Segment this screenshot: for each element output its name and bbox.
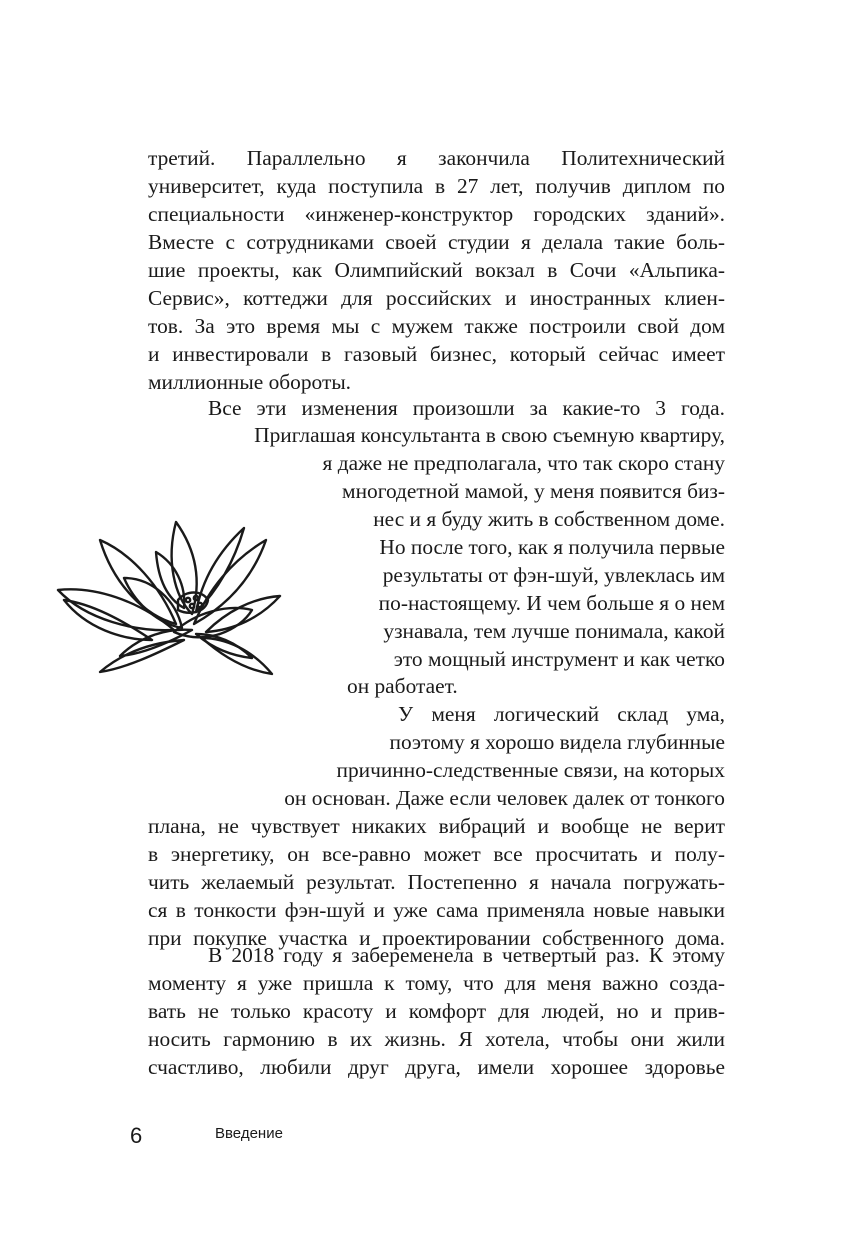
text-line: У меня логический склад ума, (398, 702, 725, 726)
lotus-petal (100, 640, 184, 672)
text-line: Но после того, как я получила первые (379, 535, 725, 559)
text-line: нес и я буду жить в собственном доме. (373, 507, 725, 531)
lotus-seed (198, 603, 202, 607)
page-number: 6 (130, 1123, 143, 1148)
lotus-petal (58, 589, 174, 630)
text-line: я даже не предполагала, что так скоро стану (322, 451, 725, 475)
text-line: университет, куда поступила в 27 лет, получив диплом по (148, 174, 725, 198)
text-line: в энергетику, он все-равно может все просчитать и полу- (148, 842, 725, 866)
text-line: Все эти изменения произошли за какие-то 3 года. (208, 396, 725, 420)
text-line: Приглашая консультанта в свою съемную квартиру, (254, 423, 725, 447)
text-line: по-настоящему. И чем больше я о нем (378, 591, 725, 615)
text-line: вать не только красоту и комфорт для людей, но и прив- (148, 999, 725, 1023)
lotus-petal (100, 540, 176, 624)
text-line: тов. За это время мы с мужем также построили свой дом (148, 314, 725, 338)
text-line: он работает. (347, 674, 458, 698)
text-line: Сервис», коттеджи для российских и иностранных клиен- (148, 286, 725, 310)
text-line: поэтому я хорошо видела глубинные (389, 730, 725, 754)
text-line: плана, не чувствует никаких вибраций и вообще не верит (148, 814, 725, 838)
text-line: он основан. Даже если человек далек от тонкого (284, 786, 725, 810)
text-line: и инвестировали в газовый бизнес, который сейчас имеет (148, 342, 725, 366)
text-line: моменту я уже пришла к тому, что для меня важно созда- (148, 971, 725, 995)
text-line: ся в тонкости фэн-шуй и уже сама применяла новые навыки (148, 898, 725, 922)
text-line: узнавала, тем лучше понимала, какой (383, 619, 725, 643)
text-line: специальности «инженер-конструктор городских зданий». (148, 202, 725, 226)
text-line: многодетной мамой, у меня появится биз- (342, 479, 725, 503)
lotus-petal (206, 596, 280, 632)
text-line: носить гармонию в их жизнь. Я хотела, чтобы они жили (148, 1027, 725, 1051)
lotus-petal (196, 528, 244, 612)
section-title: Введение (215, 1125, 283, 1142)
text-line: это мощный инструмент и как четко (393, 647, 725, 671)
text-line: причинно-следственные связи, на которых (336, 758, 725, 782)
text-line: при покупке участка и проектировании собственного дома. (148, 926, 725, 950)
text-line: миллионные обороты. (148, 370, 352, 394)
lotus-seed (186, 598, 190, 602)
text-line: третий. Параллельно я закончила Политехнический (148, 146, 725, 170)
lotus-flower-illustration (56, 520, 282, 692)
text-line: чить желаемый результат. Постепенно я начала погружать- (148, 870, 725, 894)
text-line: результаты от фэн-шуй, увлеклась им (382, 563, 725, 587)
lotus-petal (156, 552, 184, 608)
text-line: счастливо, любили друг друга, имели хорошее здоровье (148, 1055, 725, 1079)
text-line: Вместе с сотрудниками своей студии я делала такие боль- (148, 230, 725, 254)
text-line: шие проекты, как Олимпийский вокзал в Сочи «Альпика- (148, 258, 725, 282)
text-line: В 2018 году я забеременела в четвертый раз. К этому (208, 943, 725, 967)
lotus-seed (190, 604, 194, 608)
